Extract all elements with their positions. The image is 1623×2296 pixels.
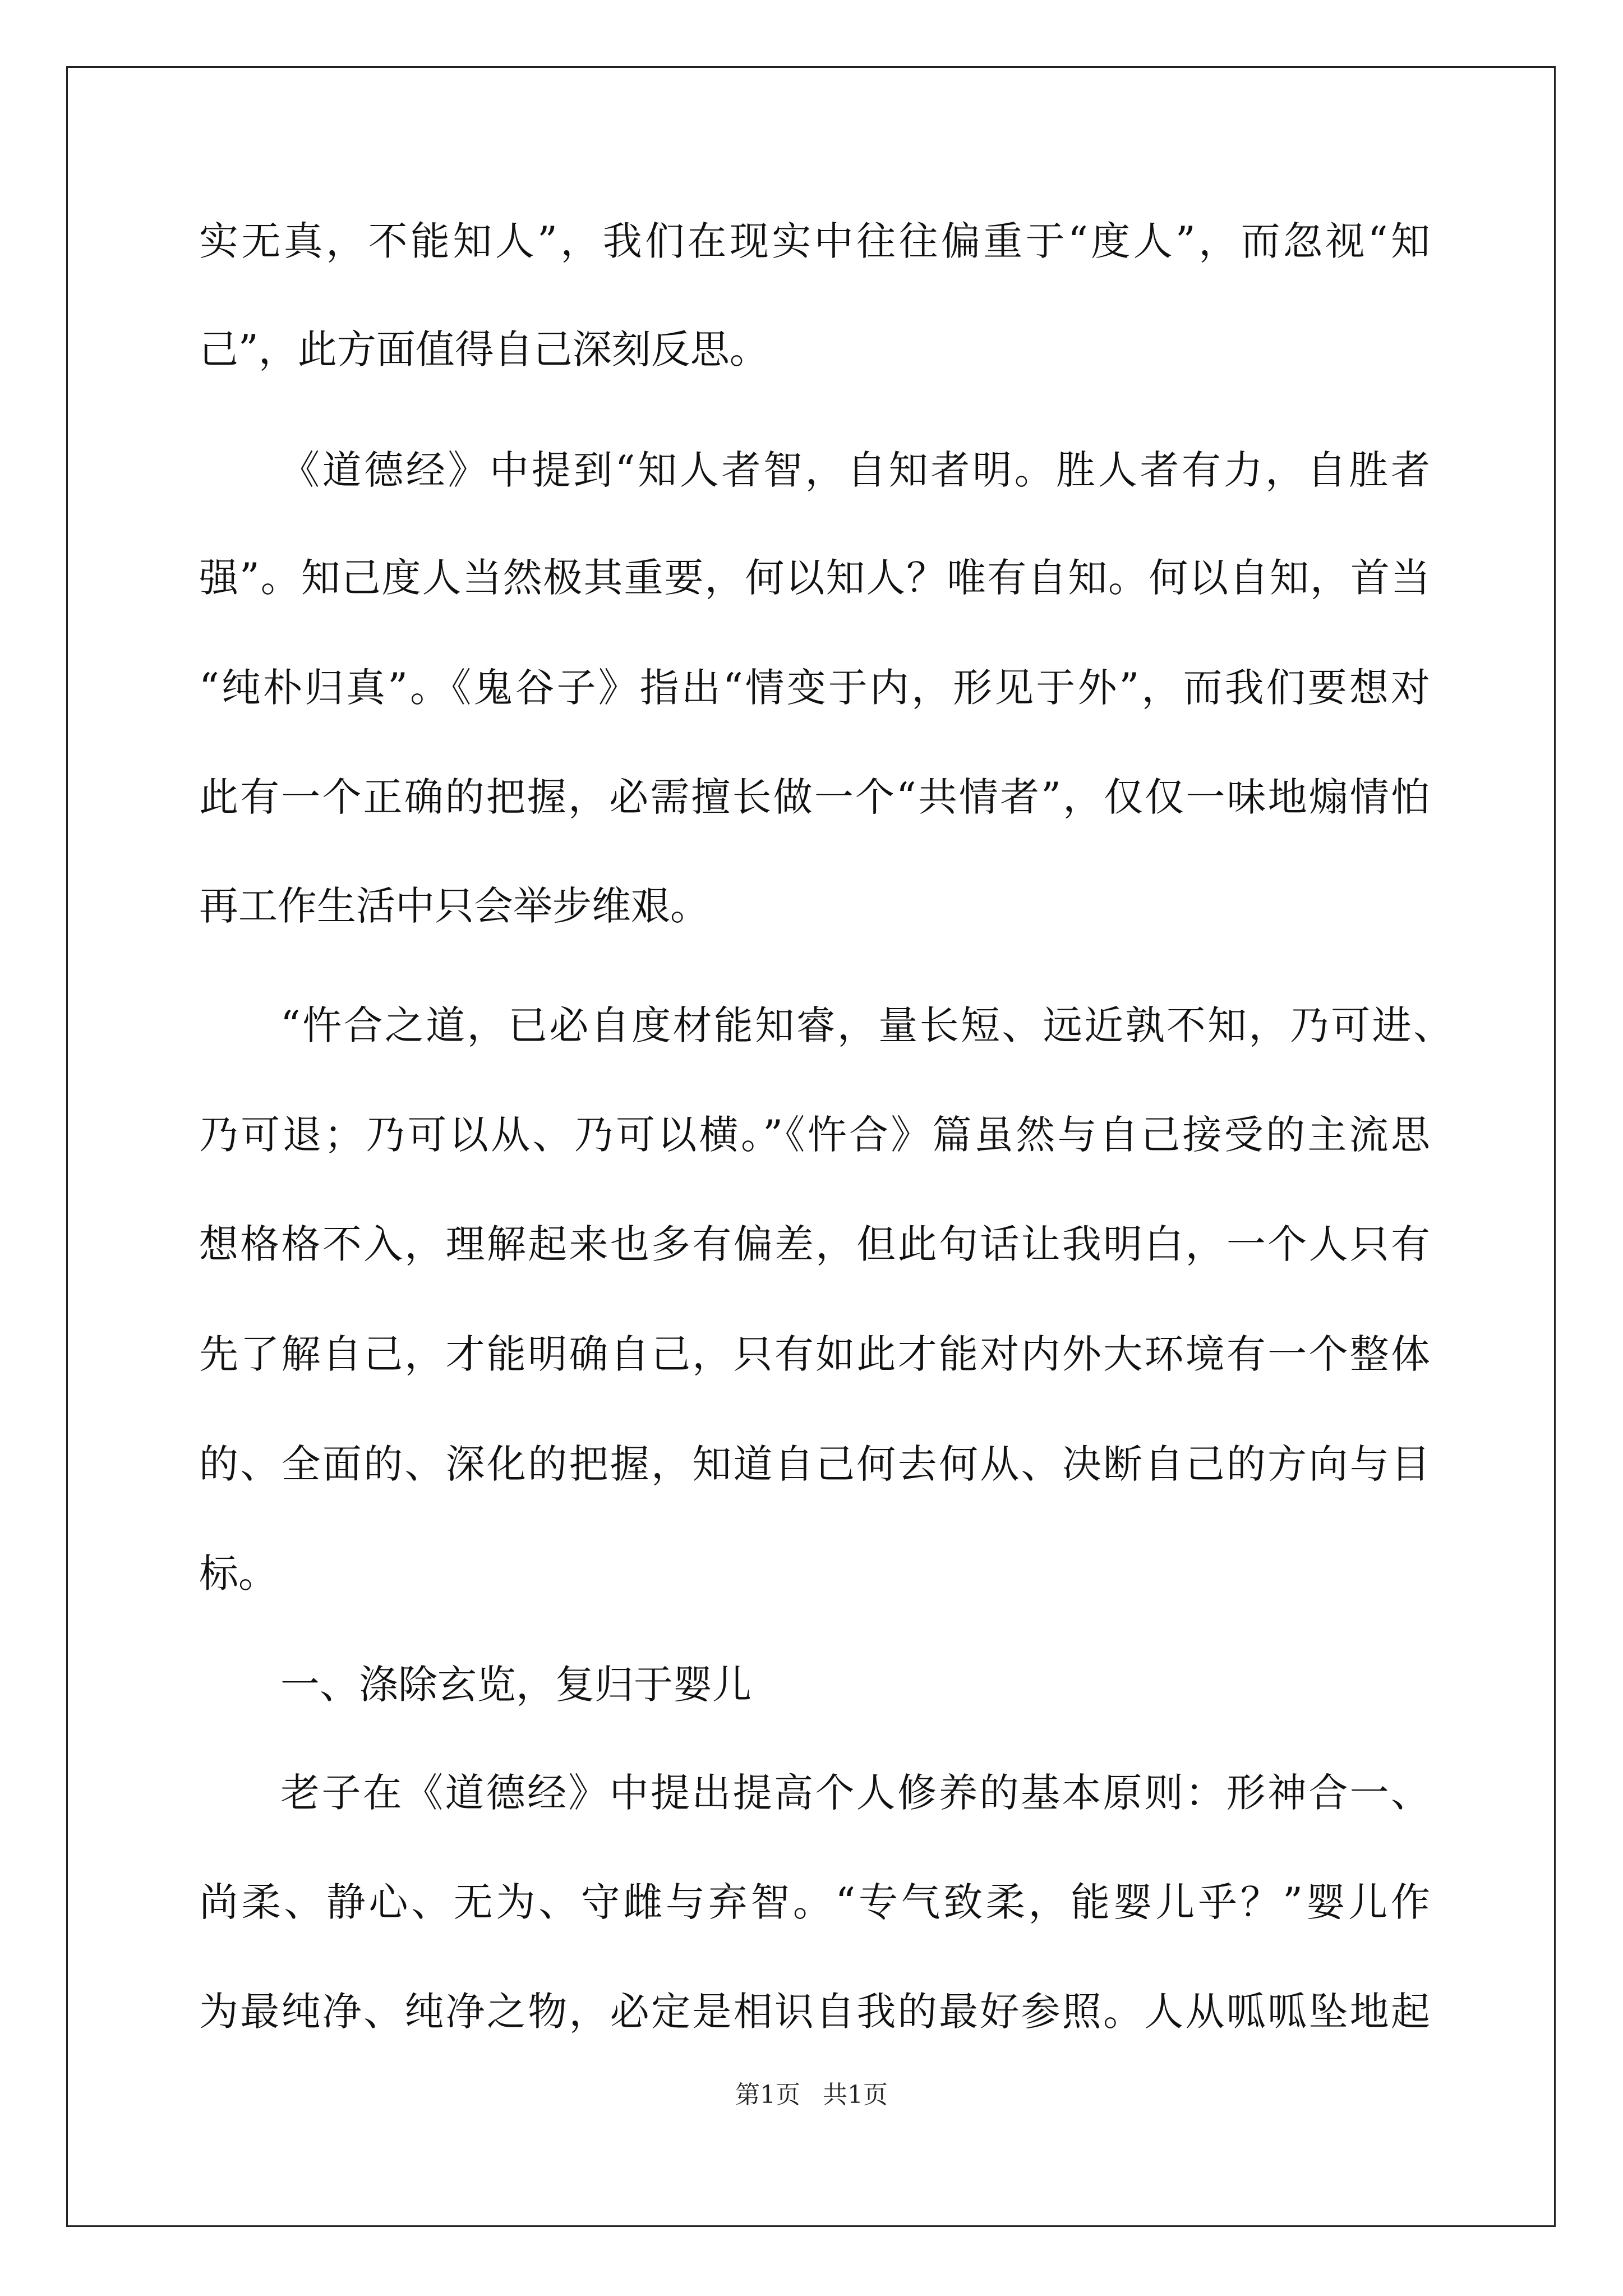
- section-heading: 一、涤除玄览，复归于婴儿: [280, 1662, 751, 1708]
- text-line: 先了解自己，才能明确自己，只有如此才能对内外大环境有一个整体: [199, 1331, 1430, 1377]
- text-line: 尚柔、静心、无为、守雌与弃智。“专气致柔，能婴儿乎？”婴儿作: [199, 1879, 1430, 1925]
- text-line: 己”，此方面值得自己深刻反思。: [199, 326, 769, 372]
- text-line: 实无真，不能知人”，我们在现实中往往偏重于“度人”，而忽视“知: [199, 218, 1430, 264]
- text-line: 的、全面的、深化的把握，知道自己何去何从、决断自己的方向与目: [199, 1441, 1430, 1487]
- text-line: 《道德经》中提到“知人者智，自知者明。胜人者有力，自胜者: [280, 447, 1430, 493]
- text-line: 老子在《道德经》中提出提高个人修养的基本原则：形神合一、: [280, 1770, 1430, 1816]
- page-footer: [0, 2078, 1623, 2112]
- text-line: 为最纯净、纯净之物，必定是相识自我的最好参照。人从呱呱坠地起: [199, 1989, 1430, 2035]
- text-line: “纯朴归真”。《鬼谷子》指出“情变于内，形见于外”，而我们要想对: [199, 665, 1430, 711]
- text-line: 标。: [199, 1550, 278, 1596]
- text-line: “忤合之道，已必自度材能知睿，量长短、远近孰不知，乃可进、: [280, 1002, 1453, 1048]
- text-line: 乃可退；乃可以从、乃可以横。”《忤合》篇虽然与自己接受的主流思: [199, 1112, 1430, 1158]
- text-line: 想格格不入，理解起来也多有偏差，但此句话让我明白，一个人只有: [199, 1221, 1430, 1267]
- page-number-total: 共1页: [823, 2081, 888, 2109]
- text-line: 此有一个正确的把握，必需擅长做一个“共情者”，仅仅一味地煽情怕: [199, 774, 1430, 820]
- text-line: 强”。知己度人当然极其重要，何以知人？唯有自知。何以自知，首当: [199, 555, 1430, 601]
- text-line: 再工作生活中只会举步维艰。: [199, 883, 709, 929]
- page-number-current: 第1页: [735, 2081, 800, 2109]
